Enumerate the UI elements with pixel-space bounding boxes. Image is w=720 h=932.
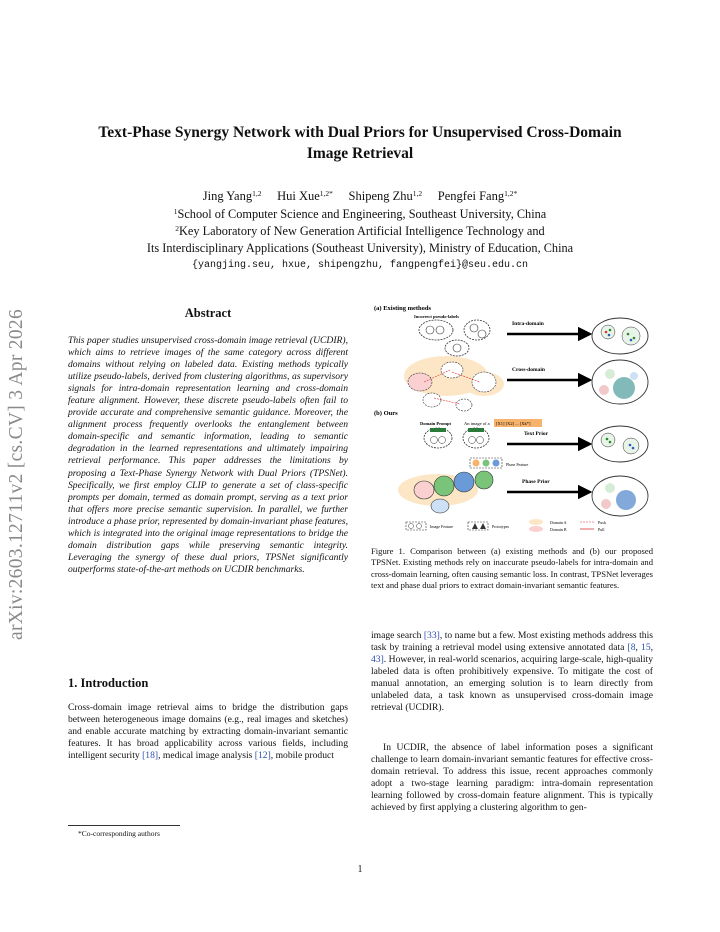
intro-p1-text-a: Cross-domain image retrieval aims to bridge the distribution gaps between heterogeneous image domains (e.g., real images and sketches) and enable accurate matching by extracting domain-invariant semantic features. It has broad applicability across various fields, including intelligent security [68,702,348,762]
arxiv-stamp: arXiv:2603.12711v2 [cs.CV] 3 Apr 2026 [6,308,27,640]
citation-15[interactable]: 15 [641,642,651,654]
fig-legend-push: Push [598,520,606,525]
fig-a-cross-clusters [404,356,504,411]
fig-label-incorrect: Incorrect pseudo-labels [414,314,460,319]
intro-r1-text-b: , to name but a few. Most existing methods address this task by training a retrieval model using extensive annotated data [371,630,653,654]
fig-a-intra-clusters [419,320,490,356]
abstract-heading: Abstract [184,306,232,320]
author-2: Hui Xue [277,189,320,203]
fig-legend-domain-a: Domain A [550,520,567,525]
page-number: 1 [357,864,363,875]
citation-43[interactable]: 43] [371,654,384,666]
citation-18[interactable]: [18] [142,750,159,762]
citation-33[interactable]: [33] [423,630,440,641]
fig-label-tokens: [X1] [X2] ... [Xk*] [496,421,531,426]
fig-label-b: (b) Ours [374,410,398,417]
fig-label-intra: Intra-domain [512,321,544,327]
fig-a-intra-result [592,318,648,354]
author-2-aff: 1,2* [319,189,333,198]
paper-title [60,122,660,164]
fig-label-domain-prompt: Domain Prompt [420,421,452,426]
intro-p1-text-c: , mobile product [270,750,334,762]
author-4: Pengfei Fang [437,189,505,203]
author-emails[interactable]: {yangjing.seu, hxue, shipengzhu, fangpengfei}@seu.edu.cn [191,260,529,271]
author-3-aff: 1,2 [412,189,423,198]
fig-label-text-prior: Text Prior [524,431,549,437]
title-line-1: Text-Phase Synergy Network with Dual Priors for Unsupervised Cross-Domain [98,124,622,141]
fig-label-phase-feature: Phase Feature [506,462,529,467]
intro-right-paragraph-1: image search [33], to name but a few. Most existing methods address this task by training a retrieval model using extensive annotated data [8, 15, 43]. However, in real-world scenarios, acquiring large-scale, high-quality labeled data is often prohibitively expensive. To mitigate the cost of manual annotation, an emerging solution is to learn directly from unlabeled data, a task known as unsupervised cross-domain image retrieval (UCDIR). [371,630,654,714]
author-3: Shipeng Zhu [348,189,413,203]
intro-r1-text-a: image search [371,630,424,641]
fig-label-cross: Cross-domain [512,367,545,373]
intro-paragraph-1 [68,702,348,762]
footnote: *Co-corresponding authors [78,829,160,838]
footnote-rule [68,825,180,826]
affiliation-3: Its Interdisciplinary Applications (Southeast University), Ministry of Education, China [146,241,574,255]
intro-right-paragraph-2: In UCDIR, the absence of label information poses a significant challenge to learn domain-invariant semantic features for effective cross-domain retrieval. To address this issue, recent approaches commonly adopt a two-stage learning paradigm: intra-domain representation learning followed by cross-domain feature alignment. This is typically achieved by first applying a clustering algorithm to gen- [371,742,653,814]
citation-8[interactable]: [8 [627,642,636,654]
fig-legend-image: Image Feature [430,524,453,529]
fig-label-prompt-text: An image of a [464,421,490,426]
fig-legend-domain-b: Domain B [550,527,567,532]
figure-1 [372,300,654,534]
intro-r1-text-c: . However, in real-world scenarios, acquiring large-scale, high-quality labeled data is often prohibitively expensive. To mitigate the cost of manual annotation, an emerging solution is to learn directly from unlabeled data, a task known as unsupervised cross-domain image retrieval (UCDIR). [371,654,653,714]
intro-heading: 1. Introduction [68,676,149,690]
aff-1-mark: 1 [173,207,178,216]
author-4-aff: 1,2* [504,189,518,198]
author-list [60,188,660,204]
fig-a-cross-result [592,360,648,404]
fig-label-a: (a) Existing methods [374,305,432,312]
fig-phase-feature-icon [470,458,502,468]
aff-2-text: Key Laboratory of New Generation Artificial Intelligence Technology and [179,224,545,238]
title-line-2: Image Retrieval [306,145,414,162]
fig-b-phase-result [592,476,648,516]
fig-b-phase-clusters [398,471,493,513]
author-1-aff: 1,2 [252,189,262,198]
fig-b-text-result [592,426,648,462]
affiliation-2 [60,223,660,239]
fig-b-text-clusters [424,428,489,448]
intro-p1-text-b: , medical image analysis [158,750,255,762]
fig-legend-proto: Prototypes [492,524,510,529]
fig-legend-pull: Pull [598,527,605,532]
affiliation-1 [60,206,660,222]
aff-1-text: School of Computer Science and Engineering, Southeast University, China [177,207,547,221]
abstract-text: This paper studies unsupervised cross-domain image retrieval (UCDIR), which aims to retrieve images of the same category across different domains without relying on labeled data. Existing methods typically utilize pseudo-labels, derived from clustering algorithms, as supervisory signals for intra-domain representation learning and cross-domain feature alignment. However, these discrete pseudo-labels often fail to provide accurate and comprehensive semantic guidance. Moreover, the alignment process frequently overlooks the entanglement between domain-specific and semantic information, leading to semantic degradation in the learned representations and ultimately impairing retrieval performance. This paper addresses the limitations by proposing a Text-Phase Synergy Network with Dual Priors (TPSNet). Specifically, we first employ CLIP to generate a set of class-specific prompts per domain, termed as domain prompt, serving as a text prior that offers more precise semantic supervision. In parallel, we further introduce a phase prior, represented by domain-invariant phase features, which is integrated into the original image representations to bridge the domain distribution gaps while preserving semantic integrity. Leveraging the synergy of these dual priors, TPSNet significantly outperforms state-of-the-art methods on UCDIR benchmarks. [68,335,348,575]
author-1: Jing Yang [202,189,253,203]
figure-caption: Figure 1. Comparison between (a) existing methods and (b) our proposed TPSNet. Existing methods rely on inaccurate pseudo-labels for intra-domain and cross-domain learning, often causing semantic loss. In contrast, TPSNet leverages text and phase dual priors to extract domain-invariant semantic features. [371,546,653,591]
citation-12[interactable]: [12] [254,750,271,762]
aff-2-mark: 2 [175,224,180,233]
fig-label-phase-prior: Phase Prior [522,479,550,485]
